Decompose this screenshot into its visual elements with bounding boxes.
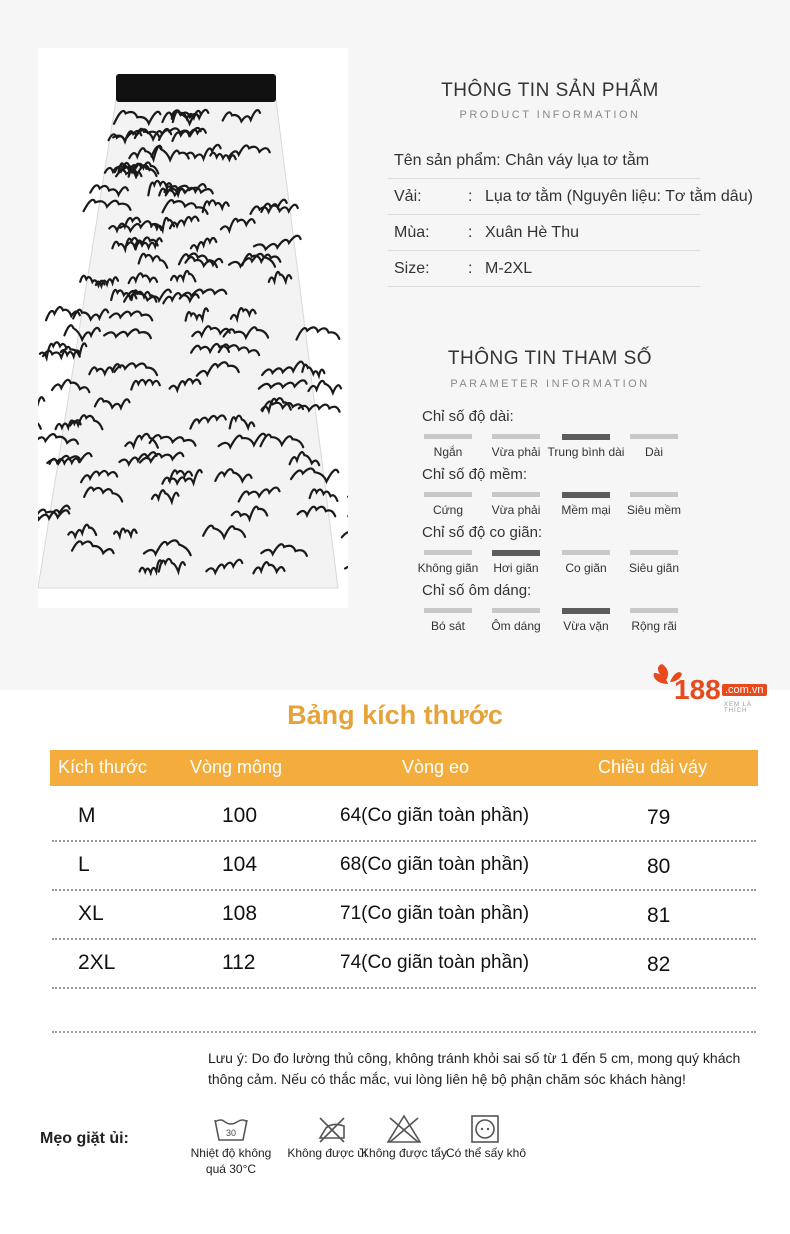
scale-bar: [492, 492, 540, 497]
info-value: Lụa tơ tằm (Nguyên liệu: Tơ tằm dâu): [485, 188, 753, 205]
length-cell: 81: [647, 904, 671, 927]
scribble-print: [345, 560, 348, 571]
product-info-title: THÔNG TIN SẢN PHẨM: [441, 80, 659, 101]
scale-bar: [630, 434, 678, 439]
scale-bar: [424, 608, 472, 613]
hip-cell: 108: [222, 902, 258, 925]
table-row: [52, 841, 756, 891]
logo-domain: .com.vn: [722, 684, 767, 696]
table-row: [52, 792, 756, 842]
care-text-wash: Nhiệt độ không quá 30°C: [190, 1146, 272, 1176]
size-cell: XL: [78, 902, 104, 925]
product-info-subtitle: PRODUCT INFORMATION: [459, 109, 641, 121]
length-cell: 79: [647, 806, 671, 829]
logo-number: 188: [674, 674, 721, 705]
product-name-row: [388, 144, 700, 179]
scale-bar: [424, 550, 472, 555]
length-cell: 80: [647, 855, 671, 878]
table-row: [52, 939, 756, 989]
scribble-print: [38, 417, 41, 429]
parameter-label: Chỉ số độ mềm:: [422, 466, 528, 483]
parameter-label: Chỉ số độ dài:: [422, 408, 514, 425]
parameter-label: Chỉ số độ co giãn:: [422, 524, 543, 541]
scale-bar-selected: [562, 434, 610, 440]
info-label: Size:: [394, 260, 430, 277]
product-name: Tên sản phẩm: Chân váy lụa tơ tằm: [394, 152, 650, 169]
info-row-season: [388, 216, 700, 251]
scale-option-label: Vừa phải: [491, 503, 541, 517]
scale-option-label: Bó sát: [430, 619, 466, 633]
info-row-size: [388, 252, 700, 287]
scale-bar-selected: [562, 492, 610, 498]
size-cell: L: [78, 853, 90, 876]
care-text-dry: Có thể sấy khô: [445, 1146, 527, 1160]
tumble-dry-icon: [466, 1114, 506, 1144]
wash-temp-label: 30: [225, 1128, 237, 1138]
scale-option-label: Co giãn: [565, 561, 607, 575]
waist-cell: 68(Co giãn toàn phần): [340, 854, 530, 875]
care-label: Mẹo giặt ủi:: [40, 1130, 129, 1147]
scale-bar: [492, 434, 540, 439]
logo-tagline: XEM LÀ THÍCH: [724, 702, 753, 714]
scale-option-label: Dài: [644, 445, 663, 459]
scale-option-label: Siêu giãn: [628, 561, 680, 575]
scale-bar: [492, 608, 540, 613]
scribble-print: [342, 526, 348, 537]
size-chart-title: Bảng kích thước: [287, 700, 503, 730]
size-cell: 2XL: [78, 951, 116, 974]
info-row-fabric: [388, 180, 753, 215]
scale-option-label: Mềm mại: [561, 503, 611, 517]
waist-cell: 64(Co giãn toàn phần): [340, 805, 530, 826]
measurement-note: Lưu ý: Do đo lường thủ công, không tránh khỏi sai số từ 1 đến 5 cm, mong quý khách thông cảm. Nếu có thắc mắc, vui lòng liên hệ bộ phận chăm sóc khách hàng!: [208, 1050, 741, 1087]
scale-bar: [562, 550, 610, 555]
scale-option-label: Trung bình dài: [547, 445, 625, 459]
info-colon: :: [468, 224, 473, 241]
scale-bar: [424, 492, 472, 497]
parameter-title: THÔNG TIN THAM SỐ: [447, 348, 653, 369]
no-bleach-icon: [384, 1114, 424, 1144]
waist-cell: 74(Co giãn toàn phần): [340, 952, 530, 973]
scale-bar: [630, 492, 678, 497]
waist-cell: 71(Co giãn toàn phần): [340, 903, 530, 924]
header-cell: Chiều dài váy: [598, 757, 708, 777]
scale-bar: [630, 550, 678, 555]
no-iron-icon: [312, 1114, 352, 1144]
scale-option-label: Vừa phải: [491, 445, 541, 459]
table-divider: [52, 1031, 756, 1033]
hip-cell: 100: [222, 804, 258, 827]
scale-bar: [424, 434, 472, 439]
length-cell: 82: [647, 953, 671, 976]
care-text-bleach: Không được tẩy: [361, 1146, 447, 1160]
hip-cell: 112: [222, 951, 256, 974]
info-label: Vải:: [394, 188, 422, 205]
info-value: M-2XL: [485, 260, 533, 277]
parameter-subtitle: PARAMETER INFORMATION: [450, 378, 650, 390]
info-colon: :: [468, 260, 473, 277]
scale-option-label: Vừa vặn: [563, 619, 609, 633]
table-row: [52, 890, 756, 940]
size-table-header: [50, 750, 758, 786]
hip-cell: 104: [222, 853, 258, 876]
scale-option-label: Ôm dáng: [491, 619, 541, 633]
info-label: Mùa:: [394, 224, 430, 241]
info-value: Xuân Hè Thu: [485, 224, 579, 241]
parameter-label: Chỉ số ôm dáng:: [422, 582, 532, 599]
scale-bar: [630, 608, 678, 613]
wash-30-icon: [211, 1114, 251, 1144]
care-text-iron: Không được ủi: [287, 1146, 367, 1160]
header-cell: Kích thước: [58, 757, 147, 777]
header-cell: Vòng mông: [190, 757, 283, 777]
scribble-print: [38, 397, 44, 412]
scale-option-label: Không giãn: [417, 561, 479, 575]
scale-option-label: Ngắn: [433, 445, 463, 459]
size-cell: M: [78, 804, 96, 827]
scale-option-label: Rộng rãi: [631, 619, 677, 633]
header-cell: Vòng eo: [402, 757, 470, 777]
info-colon: :: [468, 188, 473, 205]
product-photo: [38, 48, 348, 608]
scale-bar-selected: [492, 550, 540, 556]
scale-option-label: Siêu mềm: [626, 503, 682, 517]
scale-option-label: Cứng: [432, 503, 464, 517]
scale-bar-selected: [562, 608, 610, 614]
scale-option-label: Hơi giãn: [493, 561, 539, 575]
